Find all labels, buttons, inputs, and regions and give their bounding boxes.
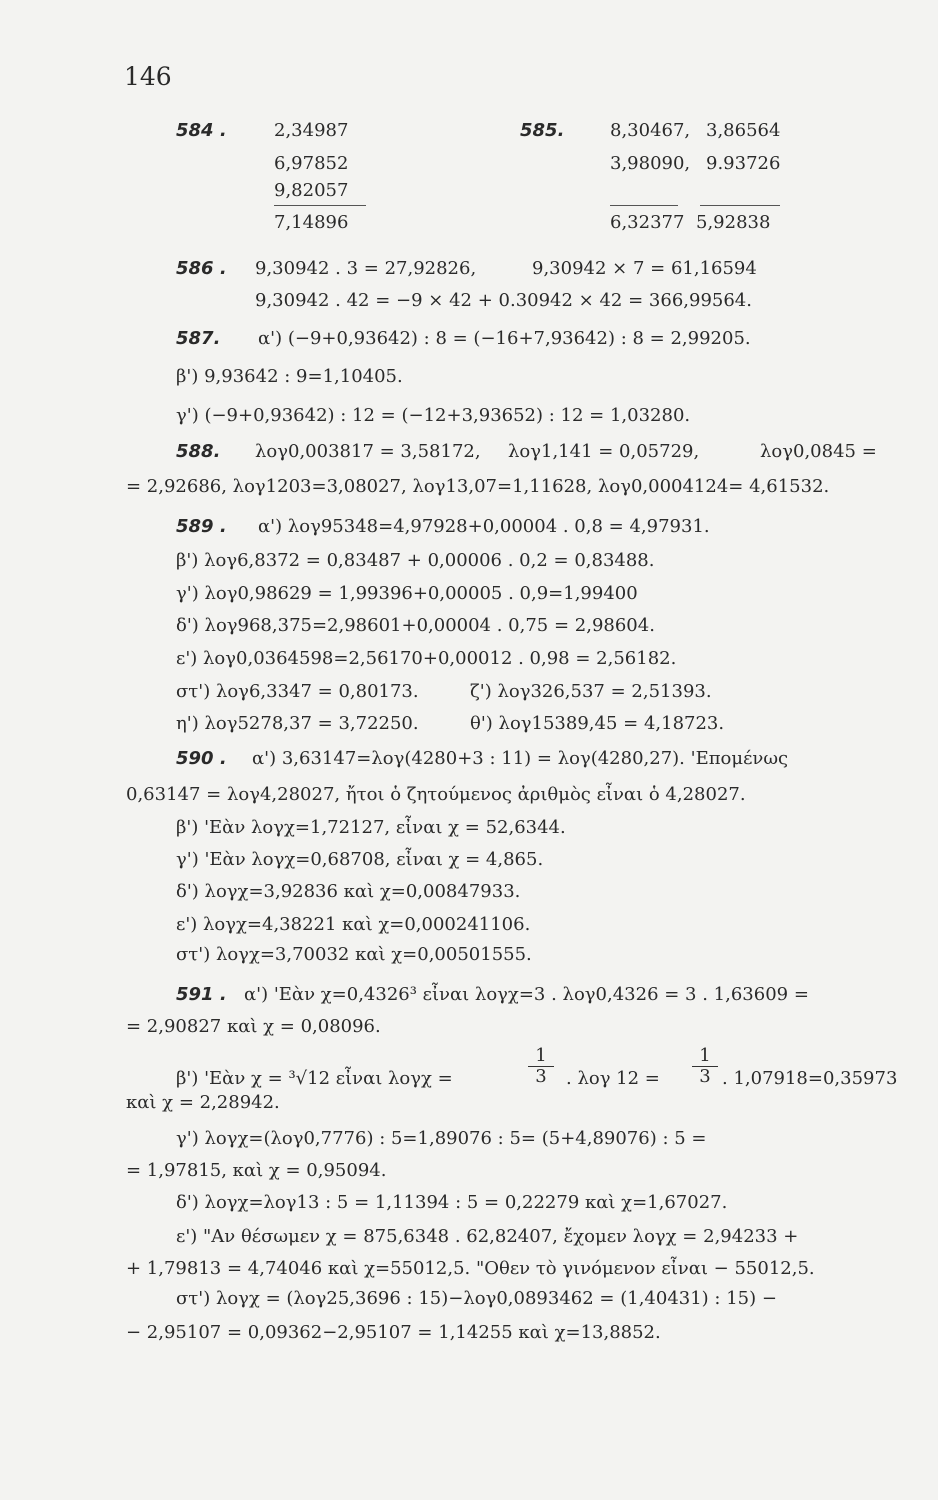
problem-585-r2: 5,92838 [696,212,771,233]
problem-589-delta: δ') λογ968,375=2,98601+0,00004 . 0,75 = 2,98604. [176,615,655,636]
problem-591-beta-frac-2 [692,1046,718,1087]
problem-588-number: 588. [176,441,221,462]
problem-587-alpha: α') (−9+0,93642) : 8 = (−16+7,93642) : 8 = 2,99205. [258,328,751,349]
problem-590-alpha-2: 0,63147 = λογ4,28027, ἤτοι ὁ ζητούμενος ἀριθμὸς εἶναι ὁ 4,28027. [126,784,746,805]
problem-591-epsilon-2: + 1,79813 = 4,74046 καὶ χ=55012,5. "Οθεν τὸ γινόμενον εἶναι − 55012,5. [126,1258,815,1279]
frac-denominator: 3 [692,1066,718,1087]
problem-585-number: 585. [520,120,565,141]
problem-591-st-2: − 2,95107 = 0,09362−2,95107 = 1,14255 καὶ χ=13,8852. [126,1322,661,1343]
problem-591-number: 591 . [176,984,227,1005]
problem-586-number: 586 . [176,258,227,279]
problem-591-gamma-1: γ') λογχ=(λογ0,7776) : 5=1,89076 : 5= (5+4,89076) : 5 = [176,1128,707,1149]
problem-589-eta: η') λογ5278,37 = 3,72250. [176,713,419,734]
problem-589-epsilon: ε') λογ0,0364598=2,56170+0,00012 . 0,98 = 2,56182. [176,648,677,669]
problem-591-epsilon-1: ε') "Αν θέσωμεν χ = 875,6348 . 62,82407, ἔχομεν λογχ = 2,94233 + [176,1226,799,1247]
problem-589-gamma: γ') λογ0,98629 = 1,99396+0,00005 . 0,9=1,99400 [176,583,638,604]
problem-588-line-2: = 2,92686, λογ1203=3,08027, λογ13,07=1,11628, λογ0,0004124= 4,61532. [126,476,830,497]
frac-numerator: 1 [699,1045,711,1066]
problem-585-r1: 6,32377 [610,212,685,233]
problem-591-beta-mid: . λογ 12 = [566,1068,660,1089]
problem-586-line-2: 9,30942 . 42 = −9 × 42 + 0.30942 × 42 = 366,99564. [255,290,752,311]
problem-586-line-1b: 9,30942 × 7 = 61,16594 [532,258,757,279]
problem-584-rule [274,205,366,206]
problem-585-a2: 3,86564 [706,120,781,141]
problem-584-number: 584 . [176,120,227,141]
problem-585-rule-1 [610,205,678,206]
problem-585-a1: 8,30467, [610,120,691,141]
problem-591-alpha-1: α') 'Εὰν χ=0,4326³ εἶναι λογχ=3 . λογ0,4326 = 3 . 1,63609 = [244,984,809,1005]
problem-590-alpha-1: α') 3,63147=λογ(4280+3 : 11) = λογ(4280,27). 'Επομένως [252,748,789,769]
problem-589-beta: β') λογ6,8372 = 0,83487 + 0,00006 . 0,2 = 0,83488. [176,550,655,571]
problem-590-beta: β') 'Εὰν λογχ=1,72127, εἶναι χ = 52,6344. [176,817,566,838]
problem-591-alpha-2: = 2,90827 καὶ χ = 0,08096. [126,1016,381,1037]
problem-584-b: 6,97852 [274,153,349,174]
problem-591-st-1: στ') λογχ = (λογ25,3696 : 15)−λογ0,0893462 = (1,40431) : 15) − [176,1288,777,1309]
frac-denominator: 3 [528,1066,554,1087]
problem-590-st: στ') λογχ=3,70032 καὶ χ=0,00501555. [176,944,532,965]
frac-numerator: 1 [535,1045,547,1066]
problem-589-alpha: α') λογ95348=4,97928+0,00004 . 0,8 = 4,97931. [258,516,710,537]
problem-588-line-1a: λογ0,003817 = 3,58172, [255,441,481,462]
page-number: 146 [124,62,172,91]
problem-591-beta-2: καὶ χ = 2,28942. [126,1092,280,1113]
problem-587-gamma: γ') (−9+0,93642) : 12 = (−12+3,93652) : 12 = 1,03280. [176,405,691,426]
problem-587-beta: β') 9,93642 : 9=1,10405. [176,366,403,387]
problem-591-beta-frac-1 [528,1046,554,1087]
problem-585-rule-2 [700,205,780,206]
problem-591-beta-1: β') 'Εὰν χ = ³√12 εἶναι λογχ = [176,1068,453,1089]
problem-585-b2: 9.93726 [706,153,781,174]
problem-588-line-1c: λογ0,0845 = [760,441,877,462]
problem-591-delta: δ') λογχ=λογ13 : 5 = 1,11394 : 5 = 0,22279 καὶ χ=1,67027. [176,1192,728,1213]
problem-589-st: στ') λογ6,3347 = 0,80173. [176,681,419,702]
problem-589-zeta: ζ') λογ326,537 = 2,51393. [470,681,712,702]
problem-590-epsilon: ε') λογχ=4,38221 καὶ χ=0,000241106. [176,914,531,935]
problem-587-number: 587. [176,328,221,349]
problem-589-number: 589 . [176,516,227,537]
problem-586-line-1a: 9,30942 . 3 = 27,92826, [255,258,477,279]
problem-590-gamma: γ') 'Εὰν λογχ=0,68708, εἶναι χ = 4,865. [176,849,544,870]
problem-591-beta-end: . 1,07918=0,35973 [722,1068,898,1089]
problem-585-b1: 3,98090, [610,153,691,174]
problem-590-number: 590 . [176,748,227,769]
problem-591-gamma-2: = 1,97815, καὶ χ = 0,95094. [126,1160,387,1181]
problem-588-line-1b: λογ1,141 = 0,05729, [508,441,700,462]
problem-590-delta: δ') λογχ=3,92836 καὶ χ=0,00847933. [176,881,521,902]
problem-584-c: 9,82057 [274,180,349,201]
problem-589-theta: θ') λογ15389,45 = 4,18723. [470,713,725,734]
problem-584-sum: 7,14896 [274,212,349,233]
problem-584-a: 2,34987 [274,120,349,141]
